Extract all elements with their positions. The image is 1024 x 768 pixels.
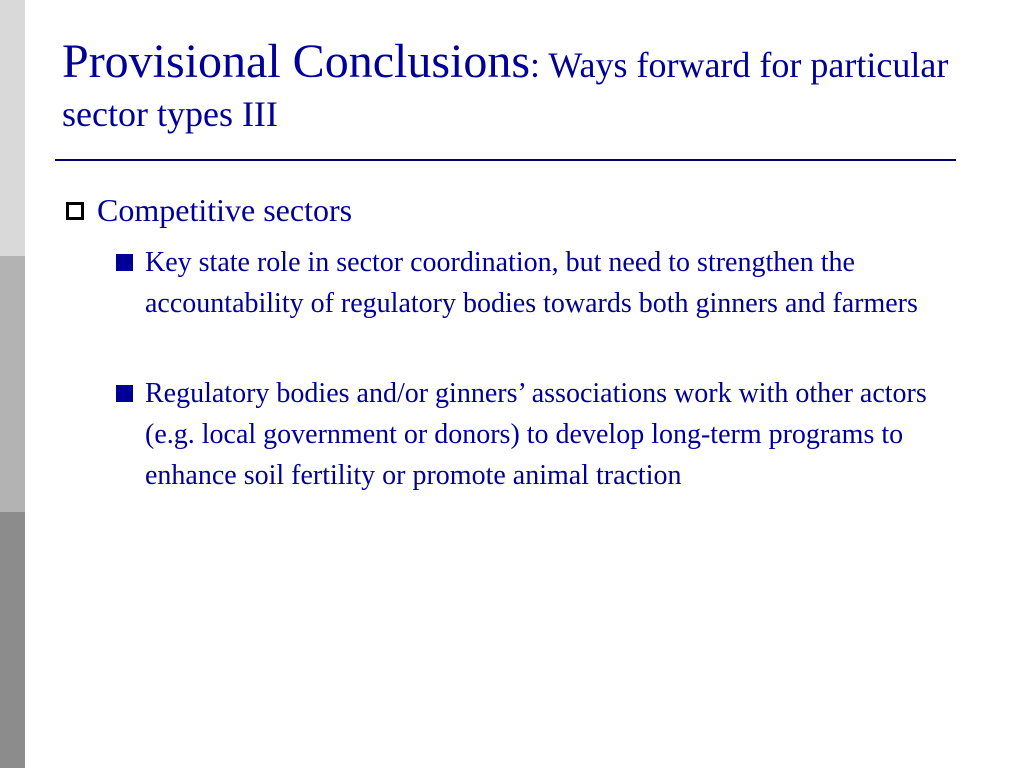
bullet-level1 [66, 190, 352, 230]
sidebar-decoration-bottom [0, 512, 25, 768]
sidebar-decoration-top [0, 0, 25, 256]
bullet-level2-item [116, 242, 956, 324]
bullet-level2-text: Regulatory bodies and/or ginners’ associations work with other actors (e.g. local government or donors) to develop long-term programs to enhance soil fertility or promote animal traction [145, 378, 927, 491]
filled-square-bullet-icon [116, 385, 133, 402]
slide-title [62, 35, 962, 139]
title-main: Provisional Conclusions [62, 35, 531, 88]
filled-square-bullet-icon [116, 254, 133, 271]
bullet-level1-text: Competitive sectors [97, 192, 353, 228]
title-divider [55, 159, 956, 161]
sidebar-decoration-middle [0, 256, 25, 512]
hollow-square-bullet-icon [66, 202, 84, 220]
bullet-level2-text: Key state role in sector coordination, but need to strengthen the accountability of regulatory bodies towards both ginners and farmers [145, 247, 918, 319]
title-sub: : Ways forward for particular sector types III [62, 45, 949, 134]
bullet-level2-item [116, 373, 956, 496]
